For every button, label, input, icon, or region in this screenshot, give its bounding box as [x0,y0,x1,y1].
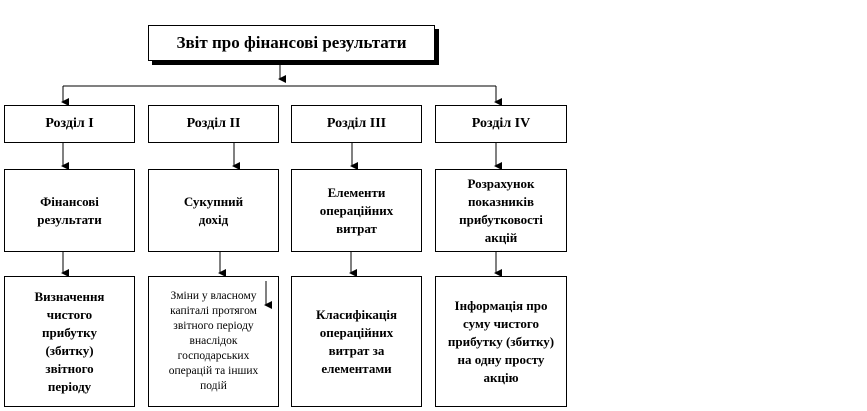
section-4-label: Розділ IV [471,116,531,131]
section-1-detail: Визначення чистого прибутку (збитку) звітного періоду [34,288,105,394]
section-1-label: Розділ I [45,116,94,131]
section-4-detail: Інформація про суму чистого прибутку (збитку) на одну просту акцію [447,297,555,385]
section-2-detail: Зміни у власному капіталі протягом звітного періоду внаслідок господарських операцій та інших подій [168,290,259,392]
report-title: Звіт про фінансові результати [176,33,407,52]
section-2-label: Розділ II [186,116,241,131]
section-3-detail: Класифікація операційних витрат за елементами [315,306,397,376]
section-3-topic: Елементи операційних витрат [319,184,394,236]
section-2-topic: Сукупний дохід [183,193,244,227]
section-3-label: Розділ III [326,116,387,131]
section-4-topic: Розрахунок показників прибутковості акцій [459,175,543,245]
section-1-topic: Фінансові результати [37,193,102,227]
